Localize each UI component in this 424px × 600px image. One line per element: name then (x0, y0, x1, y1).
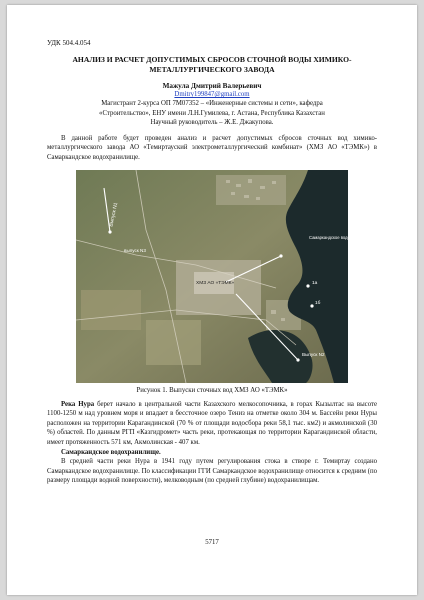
label-cmz: ХМЗ АО «ТЭМК» (196, 281, 235, 287)
intro-paragraph: В данной работе будет проведен анализ и расчет допустимых сбросов сточных вод химико-металлургического завода АО «Темиртауский электрометаллургический комбинат» (ХМЗ АО «ТЭМК») в Самаркандское водохранилище. (47, 134, 377, 161)
figure-caption: Рисунок 1. Выпуски сточных вод ХМЗ АО «ТЭМК» (136, 387, 288, 395)
label-mark-1a: 1а (312, 281, 318, 287)
label-mark-1b: 1б (315, 301, 321, 307)
paper-title: АНАЛИЗ И РАСЧЕТ ДОПУСТИМЫХ СБРОСОВ СТОЧНОЙ ВОДЫ ХИМИКО-МЕТАЛЛУРГИЧЕСКОГО ЗАВОДА (72, 55, 352, 74)
label-outlet-n1: Выпуск N1 (108, 202, 120, 228)
author-name: Мажула Дмитрий Валерьевич (162, 82, 262, 91)
nura-text: берет начало в центральной части Казахского мелкосопочника, в горах Кызылтас на высоте 1100-1250 м над уровнем моря и впадает в бессточное озеро Тениз на отметке около 304 м. Бассейн реки Нуры расположен на территории Карагандинской (70 % от площади водосбора реки 58,1 тыс. км2) и акмолинской (30 %) областей. По данным РГП «Казгидромет» часть реки, протекающая по территории Карагандинской области, имеет протяженность 571 км, Акмолинская - 407 км. (47, 401, 377, 446)
reservoir-paragraph: В средней части реки Нура в 1941 году путем регулирования стока в створе г. Темиртау создано Самаркандское водохранилище. По классификации ГГИ Самаркандское водохранилище относится к средним (по размеру площади водной поверхности), мелководным (по средней глубине) водохранилищам. (47, 458, 377, 485)
label-outlet-n3: выпуск N3 (124, 248, 146, 254)
figure-1 (47, 170, 377, 383)
affiliation-line: «Строительство», ЕНУ имени Л.Н.Гумилева, г. Астана, Республика Казахстан (99, 109, 325, 117)
label-reservoir (309, 235, 372, 240)
nura-lead: Река Нура (61, 401, 95, 409)
satellite-map-image (76, 170, 372, 383)
page-number: 5717 (205, 539, 219, 546)
field-patch (81, 290, 141, 330)
affiliation-block (47, 99, 377, 127)
document-page (7, 5, 417, 595)
nura-paragraph (47, 400, 377, 447)
label-outlet-n2: Выпуск N2 (302, 352, 325, 358)
author-email-link[interactable]: Dmitry199847@gmail.com (174, 91, 250, 99)
udc-code: УДК 504.4.054 (47, 39, 91, 47)
label-reservoir-text: Самаркандское водохранилище (309, 235, 372, 241)
section-subheading: Самаркандское водохранилище. (61, 448, 161, 456)
affiliation-line: Магистрант 2-курса ОП 7М07352 – «Инженерные системы и сети», кафедра (101, 100, 323, 108)
page-content (47, 39, 377, 485)
supervisor-line: Научный руководитель – Ж.Е. Джакупова. (150, 118, 274, 126)
